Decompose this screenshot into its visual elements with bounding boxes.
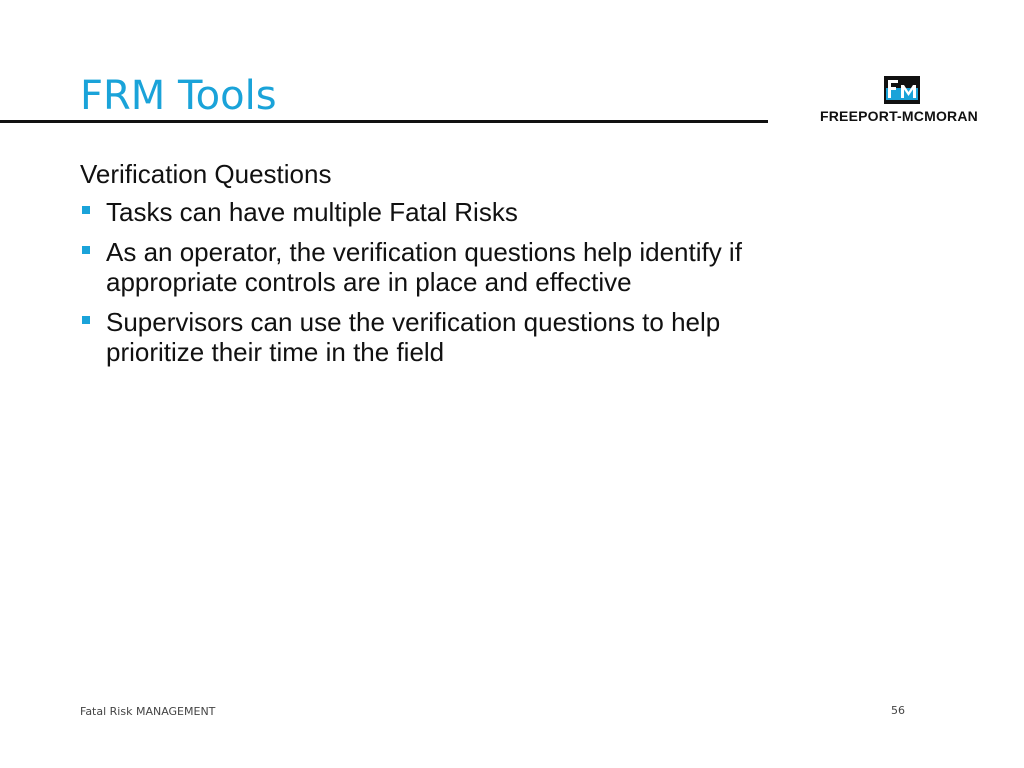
logo-wordmark: FREEPORT-MCMORAN <box>820 108 978 124</box>
freeport-mcmoran-logo <box>818 76 994 126</box>
square-bullet-icon <box>82 206 90 214</box>
fm-logo-mark-icon <box>884 76 920 104</box>
bullet-item <box>80 237 800 297</box>
bullet-list <box>80 197 800 367</box>
slide-body <box>80 157 800 377</box>
square-bullet-icon <box>82 316 90 324</box>
page-number: 56 <box>891 704 905 717</box>
section-heading: Verification Questions <box>80 159 332 189</box>
bullet-item <box>80 197 800 227</box>
title-divider <box>0 120 768 123</box>
footer-label: Fatal Risk MANAGEMENT <box>80 705 216 718</box>
bullet-text: Tasks can have multiple Fatal Risks <box>106 197 518 227</box>
bullet-text: Supervisors can use the verification questions to help prioritize their time in the field <box>106 307 721 367</box>
slide-title: FRM Tools <box>80 73 277 119</box>
bullet-text: As an operator, the verification questions help identify if appropriate controls are in place and effective <box>106 237 742 297</box>
square-bullet-icon <box>82 246 90 254</box>
bullet-item <box>80 307 800 367</box>
